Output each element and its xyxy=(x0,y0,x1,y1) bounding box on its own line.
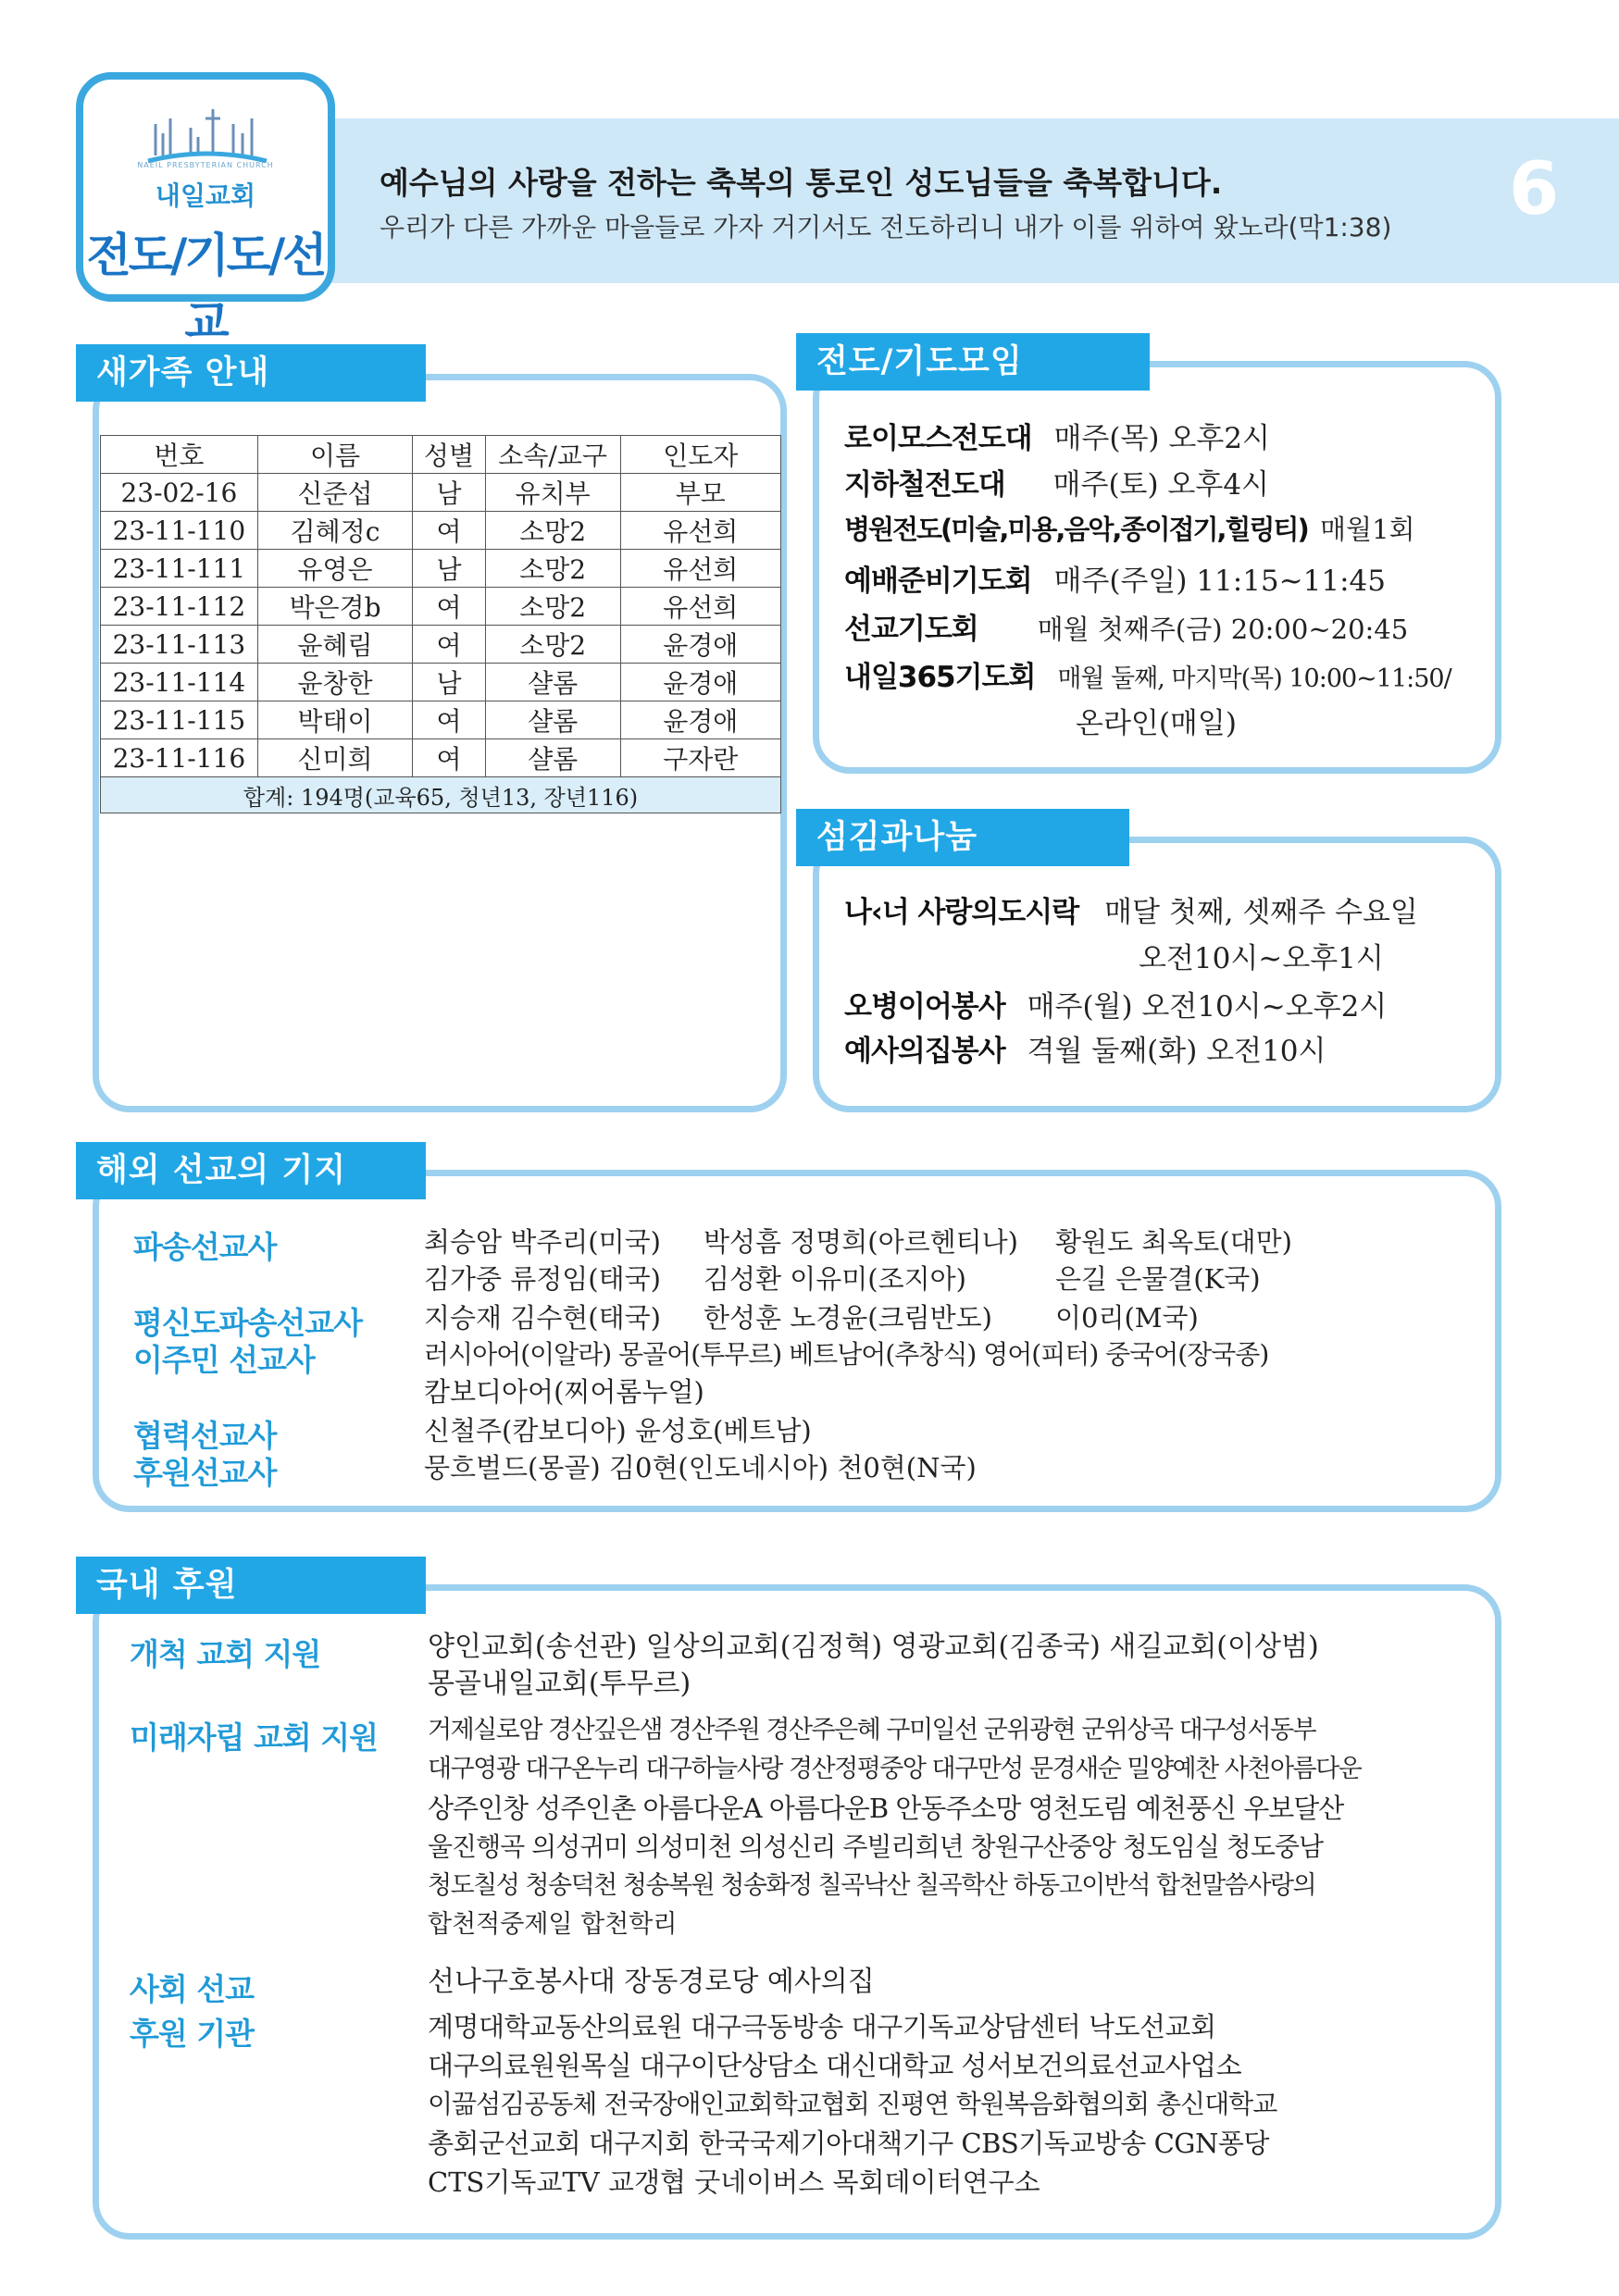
cell: 23-02-16 xyxy=(101,474,258,512)
page-number: 6 xyxy=(1509,148,1560,231)
header-verse: 우리가 다른 가까운 마을들로 가자 거기서도 전도하리니 내가 이를 위하여 왔노라(막1:38) xyxy=(380,212,1392,242)
cell: 샬롬 xyxy=(485,739,620,777)
cell: 샬롬 xyxy=(485,664,620,701)
item-value: 매달 첫째, 셋째주 수요일 xyxy=(1104,896,1418,929)
cell: 여 xyxy=(413,739,485,777)
missionary-entry: 김성환 이유미(조지아) xyxy=(704,1263,966,1295)
col-guide: 인도자 xyxy=(620,436,780,474)
social-line: 선나구호봉사대 장동경로당 예사의집 xyxy=(428,1966,875,1998)
item-label: 예배준비기도회 xyxy=(844,565,1032,598)
overseas-label: 평신도파송선교사 xyxy=(133,1305,363,1341)
table-header-row xyxy=(101,436,781,474)
evangelism-item xyxy=(844,415,1270,456)
support-line: 총회군선교회 대구지회 한국국제기아대책기구 CBS기독교방송 CGN퐁당 xyxy=(428,2128,1269,2159)
cell: 소망2 xyxy=(485,512,620,550)
missionary-line xyxy=(424,1260,1261,1297)
missionary-entry: 황원도 최옥토(대만) xyxy=(1055,1226,1292,1258)
cell: 남 xyxy=(413,664,485,701)
future-line: 상주인창 성주인촌 아름다운A 아름다운B 안동주소망 영천도림 예천풍신 우보달산 xyxy=(428,1793,1344,1824)
table-row xyxy=(101,512,781,550)
domestic-label: 개척 교회 지원 xyxy=(130,1636,321,1672)
table-row xyxy=(101,474,781,512)
domestic-label: 사회 선교 xyxy=(130,1971,255,2007)
overseas-label: 이주민 선교사 xyxy=(133,1342,315,1378)
cell: 신준섭 xyxy=(257,474,413,512)
cell: 23-11-116 xyxy=(101,739,258,777)
cell: 여 xyxy=(413,701,485,739)
table-row xyxy=(101,701,781,739)
table-row xyxy=(101,588,781,626)
item-value-continued: 온라인(매일) xyxy=(1076,707,1237,740)
service-item xyxy=(844,888,1418,930)
missionary-entry: 이0리(M국) xyxy=(1055,1302,1199,1334)
missionary-entry: 한성훈 노경윤(크림반도) xyxy=(704,1302,992,1334)
header-blessing: 예수님의 사랑을 전하는 축복의 통로인 성도님들을 축복합니다. xyxy=(380,165,1223,201)
logo-box xyxy=(76,72,335,349)
missionary-entry: 지승재 김수현(태국) xyxy=(424,1302,661,1334)
item-label: 예사의집봉사 xyxy=(844,1035,1005,1068)
table-row xyxy=(101,626,781,664)
service-item xyxy=(844,1027,1326,1069)
cell: 유영은 xyxy=(257,550,413,588)
overseas-tab: 해외 선교의 기지 xyxy=(76,1142,426,1199)
cell: 남 xyxy=(413,474,485,512)
cell: 윤혜림 xyxy=(257,626,413,664)
table-total-row xyxy=(101,777,781,813)
cell: 23-11-115 xyxy=(101,701,258,739)
missionary-entry: 최승암 박주리(미국) xyxy=(424,1226,661,1258)
cell: 윤경애 xyxy=(620,626,780,664)
domestic-label: 후원 기관 xyxy=(130,2016,255,2052)
future-line: 대구영광 대구온누리 대구하늘사랑 경산정평중앙 대구만성 문경새순 밀양예찬 사천아름다운 xyxy=(428,1755,1362,1783)
table-row xyxy=(101,550,781,588)
cell: 소망2 xyxy=(485,588,620,626)
item-value: 매월1회 xyxy=(1320,514,1415,545)
cell: 23-11-114 xyxy=(101,664,258,701)
item-value: 매월 둘째, 마지막(목) 10:00~11:50/ xyxy=(1057,664,1451,693)
cell: 유선희 xyxy=(620,550,780,588)
evangelism-item xyxy=(844,605,1408,647)
section-title: 전도/기도/선교 xyxy=(86,229,325,349)
item-value: 매주(목) 오후2시 xyxy=(1053,422,1270,455)
cell: 박태이 xyxy=(257,701,413,739)
support-line: 이끎섬김공동체 전국장애인교회학교협회 진평연 학원복음화협의회 총신대학교 xyxy=(428,2089,1277,2119)
overseas-label: 협력선교사 xyxy=(133,1418,277,1454)
col-gender: 성별 xyxy=(413,436,485,474)
missionary-line xyxy=(424,1299,1199,1336)
support-line: 계명대학교동산의료원 대구극동방송 대구기독교상담센터 낙도선교회 xyxy=(428,2011,1216,2042)
missionary-entry: 김가중 류정임(태국) xyxy=(424,1263,661,1295)
cell: 유선희 xyxy=(620,588,780,626)
cell: 샬롬 xyxy=(485,701,620,739)
cell: 23-11-112 xyxy=(101,588,258,626)
col-district: 소속/교구 xyxy=(485,436,620,474)
col-number: 번호 xyxy=(101,436,258,474)
domestic-tab: 국내 후원 xyxy=(76,1557,426,1614)
cell: 윤경애 xyxy=(620,664,780,701)
overseas-label: 후원선교사 xyxy=(133,1455,277,1491)
pioneer-line: 몽골내일교회(투무르) xyxy=(428,1668,691,1700)
cell: 박은경b xyxy=(257,588,413,626)
cell: 유치부 xyxy=(485,474,620,512)
future-line: 합천적중제일 합천학리 xyxy=(428,1910,678,1939)
cell: 신미희 xyxy=(257,739,413,777)
future-line: 울진행곡 의성귀미 의성미천 의성신리 주빌리희년 창원구산중앙 청도임실 청도중남 xyxy=(428,1831,1323,1862)
logo-name: 내일교회 xyxy=(155,180,256,211)
missionary-entry: 박성흠 정명희(아르헨티나) xyxy=(704,1226,1019,1258)
cell: 소망2 xyxy=(485,626,620,664)
cell: 윤창한 xyxy=(257,664,413,701)
cell: 여 xyxy=(413,626,485,664)
cell: 윤경애 xyxy=(620,701,780,739)
item-label: 내일365기도회 xyxy=(844,661,1036,694)
future-line: 청도칠성 청송덕천 청송복원 청송화정 칠곡낙산 칠곡학산 하동고이반석 합천말씀사랑의 xyxy=(428,1871,1316,1900)
table-row xyxy=(101,739,781,777)
cell: 남 xyxy=(413,550,485,588)
missionary-line: 신철주(캄보디아) 윤성호(베트남) xyxy=(424,1415,812,1446)
item-value: 매월 첫째주(금) 20:00~20:45 xyxy=(1037,614,1409,645)
future-line: 거제실로암 경산깊은샘 경산주원 경산주은혜 구미일선 군위광현 군위상곡 대구성서동부 xyxy=(428,1716,1316,1744)
evangelism-item xyxy=(844,509,1415,547)
cell: 23-11-113 xyxy=(101,626,258,664)
pioneer-line: 양인교회(송선관) 일상의교회(김정혁) 영광교회(김종국) 새길교회(이상범) xyxy=(428,1631,1319,1663)
missionary-line: 캄보디아어(찌어롬누얼) xyxy=(424,1376,704,1408)
cell: 여 xyxy=(413,588,485,626)
item-label: 오병이어봉사 xyxy=(844,990,1005,1024)
item-label: 지하철전도대 xyxy=(844,468,1005,502)
evangelism-tab: 전도/기도모임 xyxy=(796,333,1150,391)
missionary-entry: 은길 은물결(K국) xyxy=(1055,1263,1261,1295)
item-value: 매주(토) 오후4시 xyxy=(1052,468,1269,502)
new-family-tab: 새가족 안내 xyxy=(76,344,426,402)
cell: 부모 xyxy=(620,474,780,512)
missionary-line: 뭉흐벌드(몽골) 김0현(인도네시아) 천0현(N국) xyxy=(424,1452,977,1483)
cell: 23-11-111 xyxy=(101,550,258,588)
domestic-label: 미래자립 교회 지원 xyxy=(130,1719,379,1756)
item-label: 병원전도(미술,미용,음악,종이접기,힐링티) xyxy=(844,514,1308,545)
item-label: 나‹너 사랑의도시락 xyxy=(844,896,1079,929)
col-name: 이름 xyxy=(257,436,413,474)
cell: 소망2 xyxy=(485,550,620,588)
logo-subtitle: NAEIL PRESBYTERIAN CHURCH xyxy=(137,161,274,169)
item-value-continued: 오전10시~오후1시 xyxy=(1139,942,1384,975)
cell: 여 xyxy=(413,512,485,550)
cell: 23-11-110 xyxy=(101,512,258,550)
service-item xyxy=(844,983,1387,1024)
evangelism-item xyxy=(844,461,1269,503)
missionary-line xyxy=(424,1223,1292,1260)
support-line: 대구의료원원목실 대구이단상담소 대신대학교 성서보건의료선교사업소 xyxy=(428,2050,1242,2081)
overseas-label: 파송선교사 xyxy=(133,1229,277,1265)
cell: 유선희 xyxy=(620,512,780,550)
evangelism-item xyxy=(844,653,1451,695)
missionary-line: 러시아어(이알라) 몽골어(투무르) 베트남어(추창식) 영어(피터) 중국어(장국종) xyxy=(424,1339,1269,1370)
item-value: 매주(주일) 11:15~11:45 xyxy=(1053,565,1386,598)
new-family-table xyxy=(100,435,781,813)
table-row xyxy=(101,664,781,701)
item-label: 선교기도회 xyxy=(844,613,978,646)
evangelism-item xyxy=(844,557,1386,599)
item-value: 매주(월) 오전10시~오후2시 xyxy=(1027,990,1388,1024)
item-value: 격월 둘째(화) 오전10시 xyxy=(1027,1035,1326,1068)
service-tab: 섬김과나눔 xyxy=(796,809,1129,866)
cell: 구자란 xyxy=(620,739,780,777)
total-count: 합계: 194명(교육65, 청년13, 장년116) xyxy=(101,777,781,813)
cell: 김혜정c xyxy=(257,512,413,550)
item-label: 로이모스전도대 xyxy=(844,422,1032,455)
support-line: CTS기독교TV 교갱협 굿네이버스 목회데이터연구소 xyxy=(428,2166,1040,2198)
